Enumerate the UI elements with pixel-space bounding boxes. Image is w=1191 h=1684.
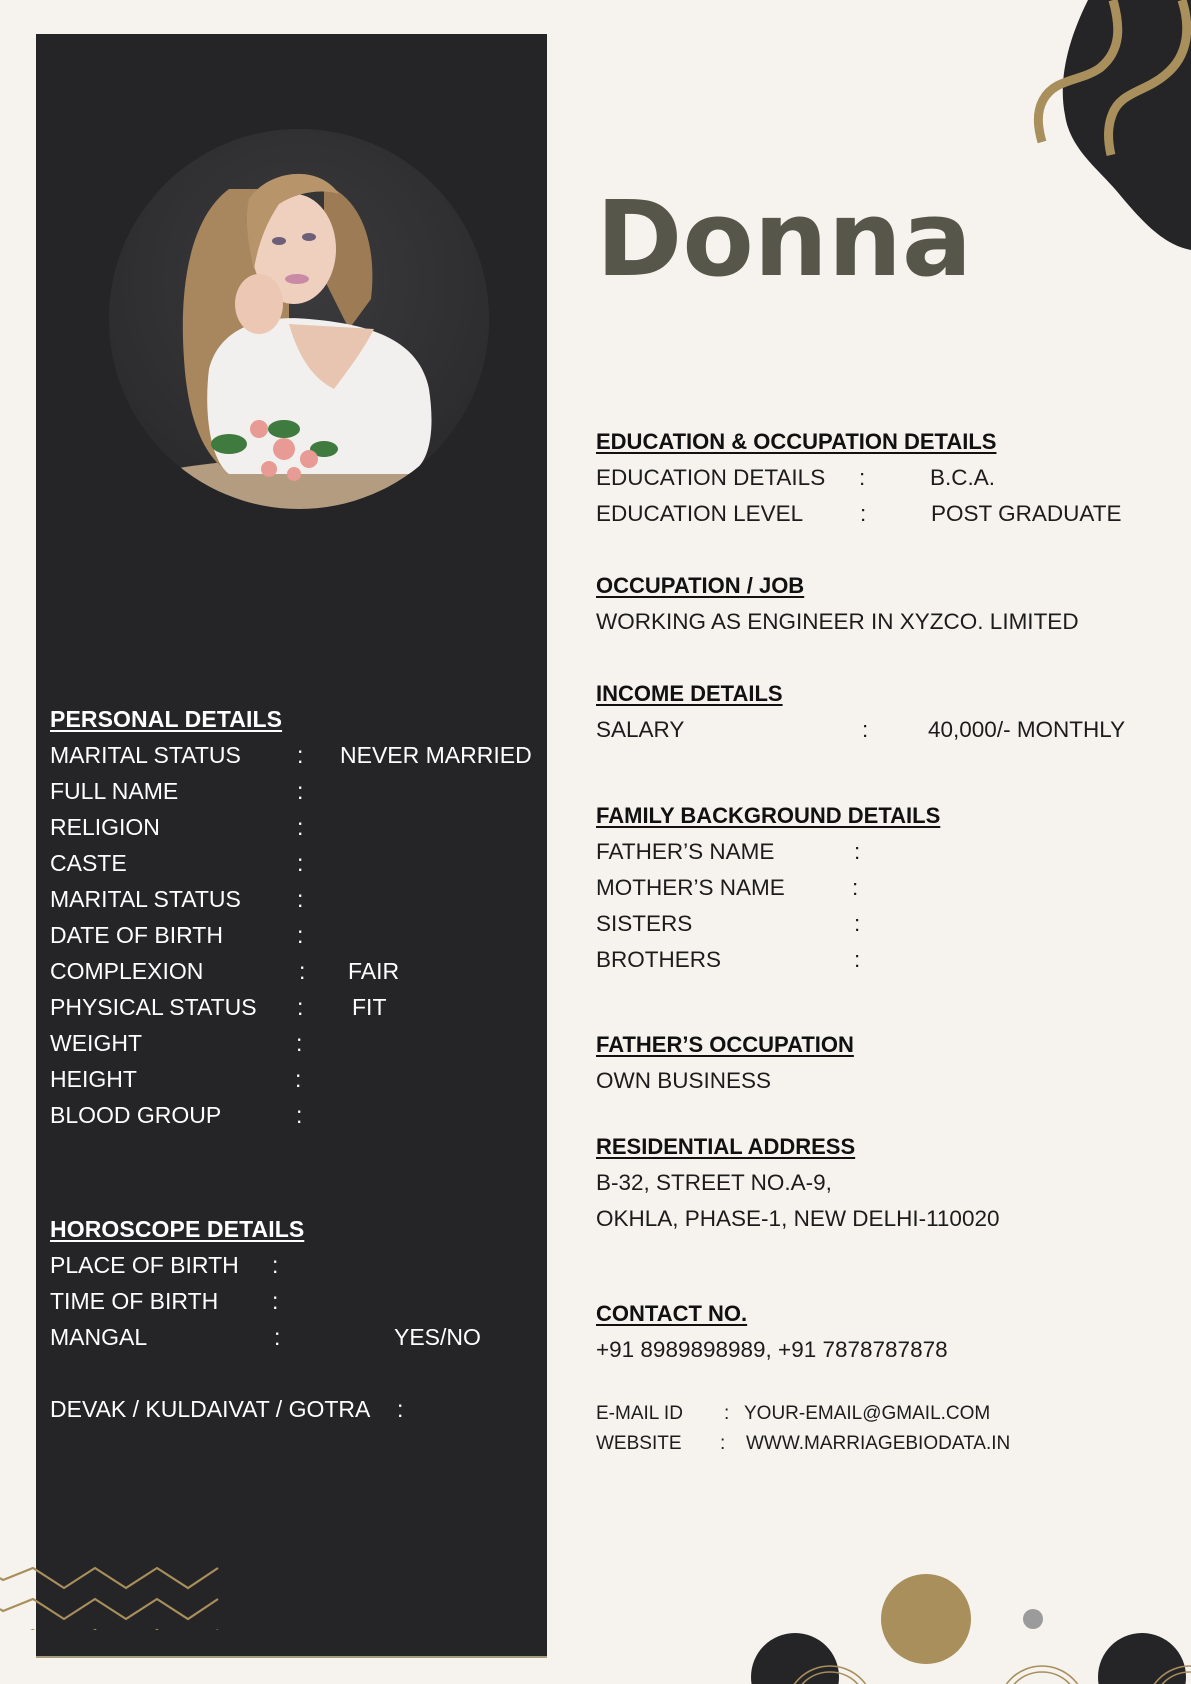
- father-occupation-text: OWN BUSINESS: [596, 1068, 772, 1093]
- row-separator: :: [720, 1433, 726, 1454]
- education-heading: EDUCATION & OCCUPATION DETAILS: [596, 429, 997, 454]
- row-label: BROTHERS: [596, 947, 722, 972]
- row-separator: :: [274, 1324, 281, 1350]
- row-separator: :: [297, 922, 304, 948]
- row-separator: :: [296, 1102, 303, 1128]
- address-line: B-32, STREET NO.A-9,: [596, 1170, 832, 1195]
- row-value: YES/NO: [394, 1324, 481, 1350]
- row-label: MARITAL STATUS: [50, 886, 241, 912]
- bottom-circles-decoration: [730, 1560, 1191, 1684]
- row-separator: :: [854, 911, 861, 936]
- row-label: FATHER’S NAME: [596, 839, 775, 864]
- row-separator: :: [397, 1396, 404, 1422]
- row-label: MARITAL STATUS: [50, 742, 241, 768]
- row-separator: :: [859, 465, 866, 490]
- row-separator: :: [297, 778, 304, 804]
- row-separator: :: [295, 1066, 302, 1092]
- personal-details-heading: PERSONAL DETAILS: [50, 706, 283, 732]
- row-value: POST GRADUATE: [931, 501, 1122, 526]
- row-separator: :: [299, 958, 306, 984]
- row-label: EDUCATION DETAILS: [596, 465, 826, 490]
- income-heading: INCOME DETAILS: [596, 681, 783, 706]
- row-separator: :: [862, 717, 869, 742]
- row-label: SISTERS: [596, 911, 693, 936]
- row-label: PHYSICAL STATUS: [50, 994, 257, 1020]
- row-label: E-MAIL ID: [596, 1403, 683, 1424]
- contact-heading: CONTACT NO.: [596, 1301, 748, 1326]
- row-label: BLOOD GROUP: [50, 1102, 222, 1128]
- profile-photo: [109, 129, 489, 509]
- row-label: WEBSITE: [596, 1433, 682, 1454]
- row-separator: :: [297, 994, 304, 1020]
- occupation-heading: OCCUPATION / JOB: [596, 573, 805, 598]
- row-value: 40,000/- MONTHLY: [928, 717, 1126, 742]
- family-heading: FAMILY BACKGROUND DETAILS: [596, 803, 941, 828]
- row-separator: :: [860, 501, 867, 526]
- top-right-blob-decoration: [950, 0, 1191, 260]
- email-value: YOUR-EMAIL@GMAIL.COM: [744, 1403, 991, 1424]
- occupation-text: WORKING AS ENGINEER IN XYZCO. LIMITED: [596, 609, 1079, 634]
- row-separator: :: [272, 1252, 279, 1278]
- row-separator: :: [854, 839, 861, 864]
- row-separator: :: [272, 1288, 279, 1314]
- row-label: SALARY: [596, 717, 685, 742]
- address-line: OKHLA, PHASE-1, NEW DELHI-110020: [596, 1206, 1000, 1231]
- row-label: DEVAK / KULDAIVAT / GOTRA: [50, 1396, 371, 1422]
- row-value: B.C.A.: [930, 465, 996, 490]
- row-value: FIT: [352, 994, 387, 1020]
- row-separator: :: [297, 886, 304, 912]
- row-separator: :: [296, 1030, 303, 1056]
- row-label: MOTHER’S NAME: [596, 875, 785, 900]
- row-value: FAIR: [348, 958, 400, 984]
- row-separator: :: [297, 742, 304, 768]
- row-label: TIME OF BIRTH: [50, 1288, 219, 1314]
- row-label: HEIGHT: [50, 1066, 137, 1092]
- contact-phones: +91 8989898989, +91 7878787878: [596, 1337, 948, 1362]
- row-label: EDUCATION LEVEL: [596, 501, 804, 526]
- row-separator: :: [297, 814, 304, 840]
- row-label: FULL NAME: [50, 778, 179, 804]
- row-separator: :: [297, 850, 304, 876]
- row-label: RELIGION: [50, 814, 160, 840]
- row-label: CASTE: [50, 850, 127, 876]
- row-separator: :: [854, 947, 861, 972]
- row-label: COMPLEXION: [50, 958, 204, 984]
- horoscope-details-heading: HOROSCOPE DETAILS: [50, 1216, 305, 1242]
- website-value: WWW.MARRIAGEBIODATA.IN: [746, 1433, 1011, 1454]
- row-label: PLACE OF BIRTH: [50, 1252, 239, 1278]
- address-heading: RESIDENTIAL ADDRESS: [596, 1134, 856, 1159]
- row-label: DATE OF BIRTH: [50, 922, 223, 948]
- row-label: WEIGHT: [50, 1030, 142, 1056]
- profile-photo-illustration: [109, 129, 489, 509]
- row-value: NEVER MARRIED: [340, 742, 532, 768]
- row-separator: :: [724, 1403, 730, 1424]
- row-separator: :: [852, 875, 859, 900]
- row-label: MANGAL: [50, 1324, 148, 1350]
- father-occupation-heading: FATHER’S OCCUPATION: [596, 1032, 854, 1057]
- candidate-name: Donna: [596, 178, 973, 300]
